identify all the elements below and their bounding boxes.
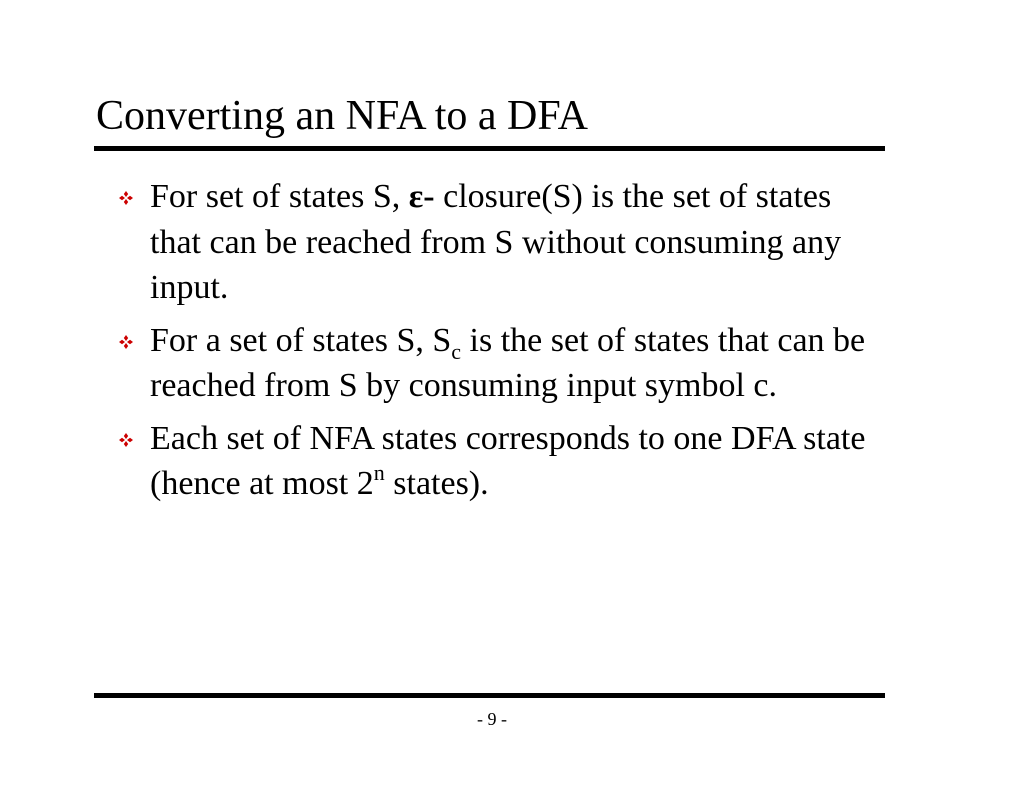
bullet-text-part: For a set of states S, S bbox=[150, 321, 452, 359]
bullet-text-part: Each set of NFA states corresponds to one DFA state (hence at most 2 bbox=[150, 419, 866, 502]
title-divider bbox=[94, 146, 885, 151]
subscript-c: c bbox=[451, 338, 462, 364]
bullet-item-transition-set bbox=[110, 318, 870, 409]
diamond-quad-icon bbox=[118, 190, 134, 206]
bullet-text-part: states). bbox=[384, 465, 489, 502]
bullet-list bbox=[110, 174, 870, 514]
page-number: - 9 - bbox=[477, 709, 507, 729]
diamond-quad-icon bbox=[118, 334, 134, 350]
bullet-text-part: For set of states S, bbox=[150, 178, 409, 215]
bullet-item-epsilon-closure bbox=[110, 174, 870, 311]
slide-title: Converting an NFA to a DFA bbox=[96, 93, 588, 139]
bullet-text-part: is the set of states that can be reached from S by consuming input symbol c. bbox=[150, 321, 866, 404]
bullet-text-part: closure(S) is the set of states that can be reached from S without consuming any input. bbox=[150, 178, 842, 306]
diamond-quad-icon bbox=[118, 432, 134, 448]
footer-divider bbox=[94, 693, 885, 698]
superscript-n: n bbox=[373, 460, 385, 485]
epsilon-symbol: ε- bbox=[408, 178, 435, 215]
bullet-item-dfa-state bbox=[110, 416, 870, 507]
